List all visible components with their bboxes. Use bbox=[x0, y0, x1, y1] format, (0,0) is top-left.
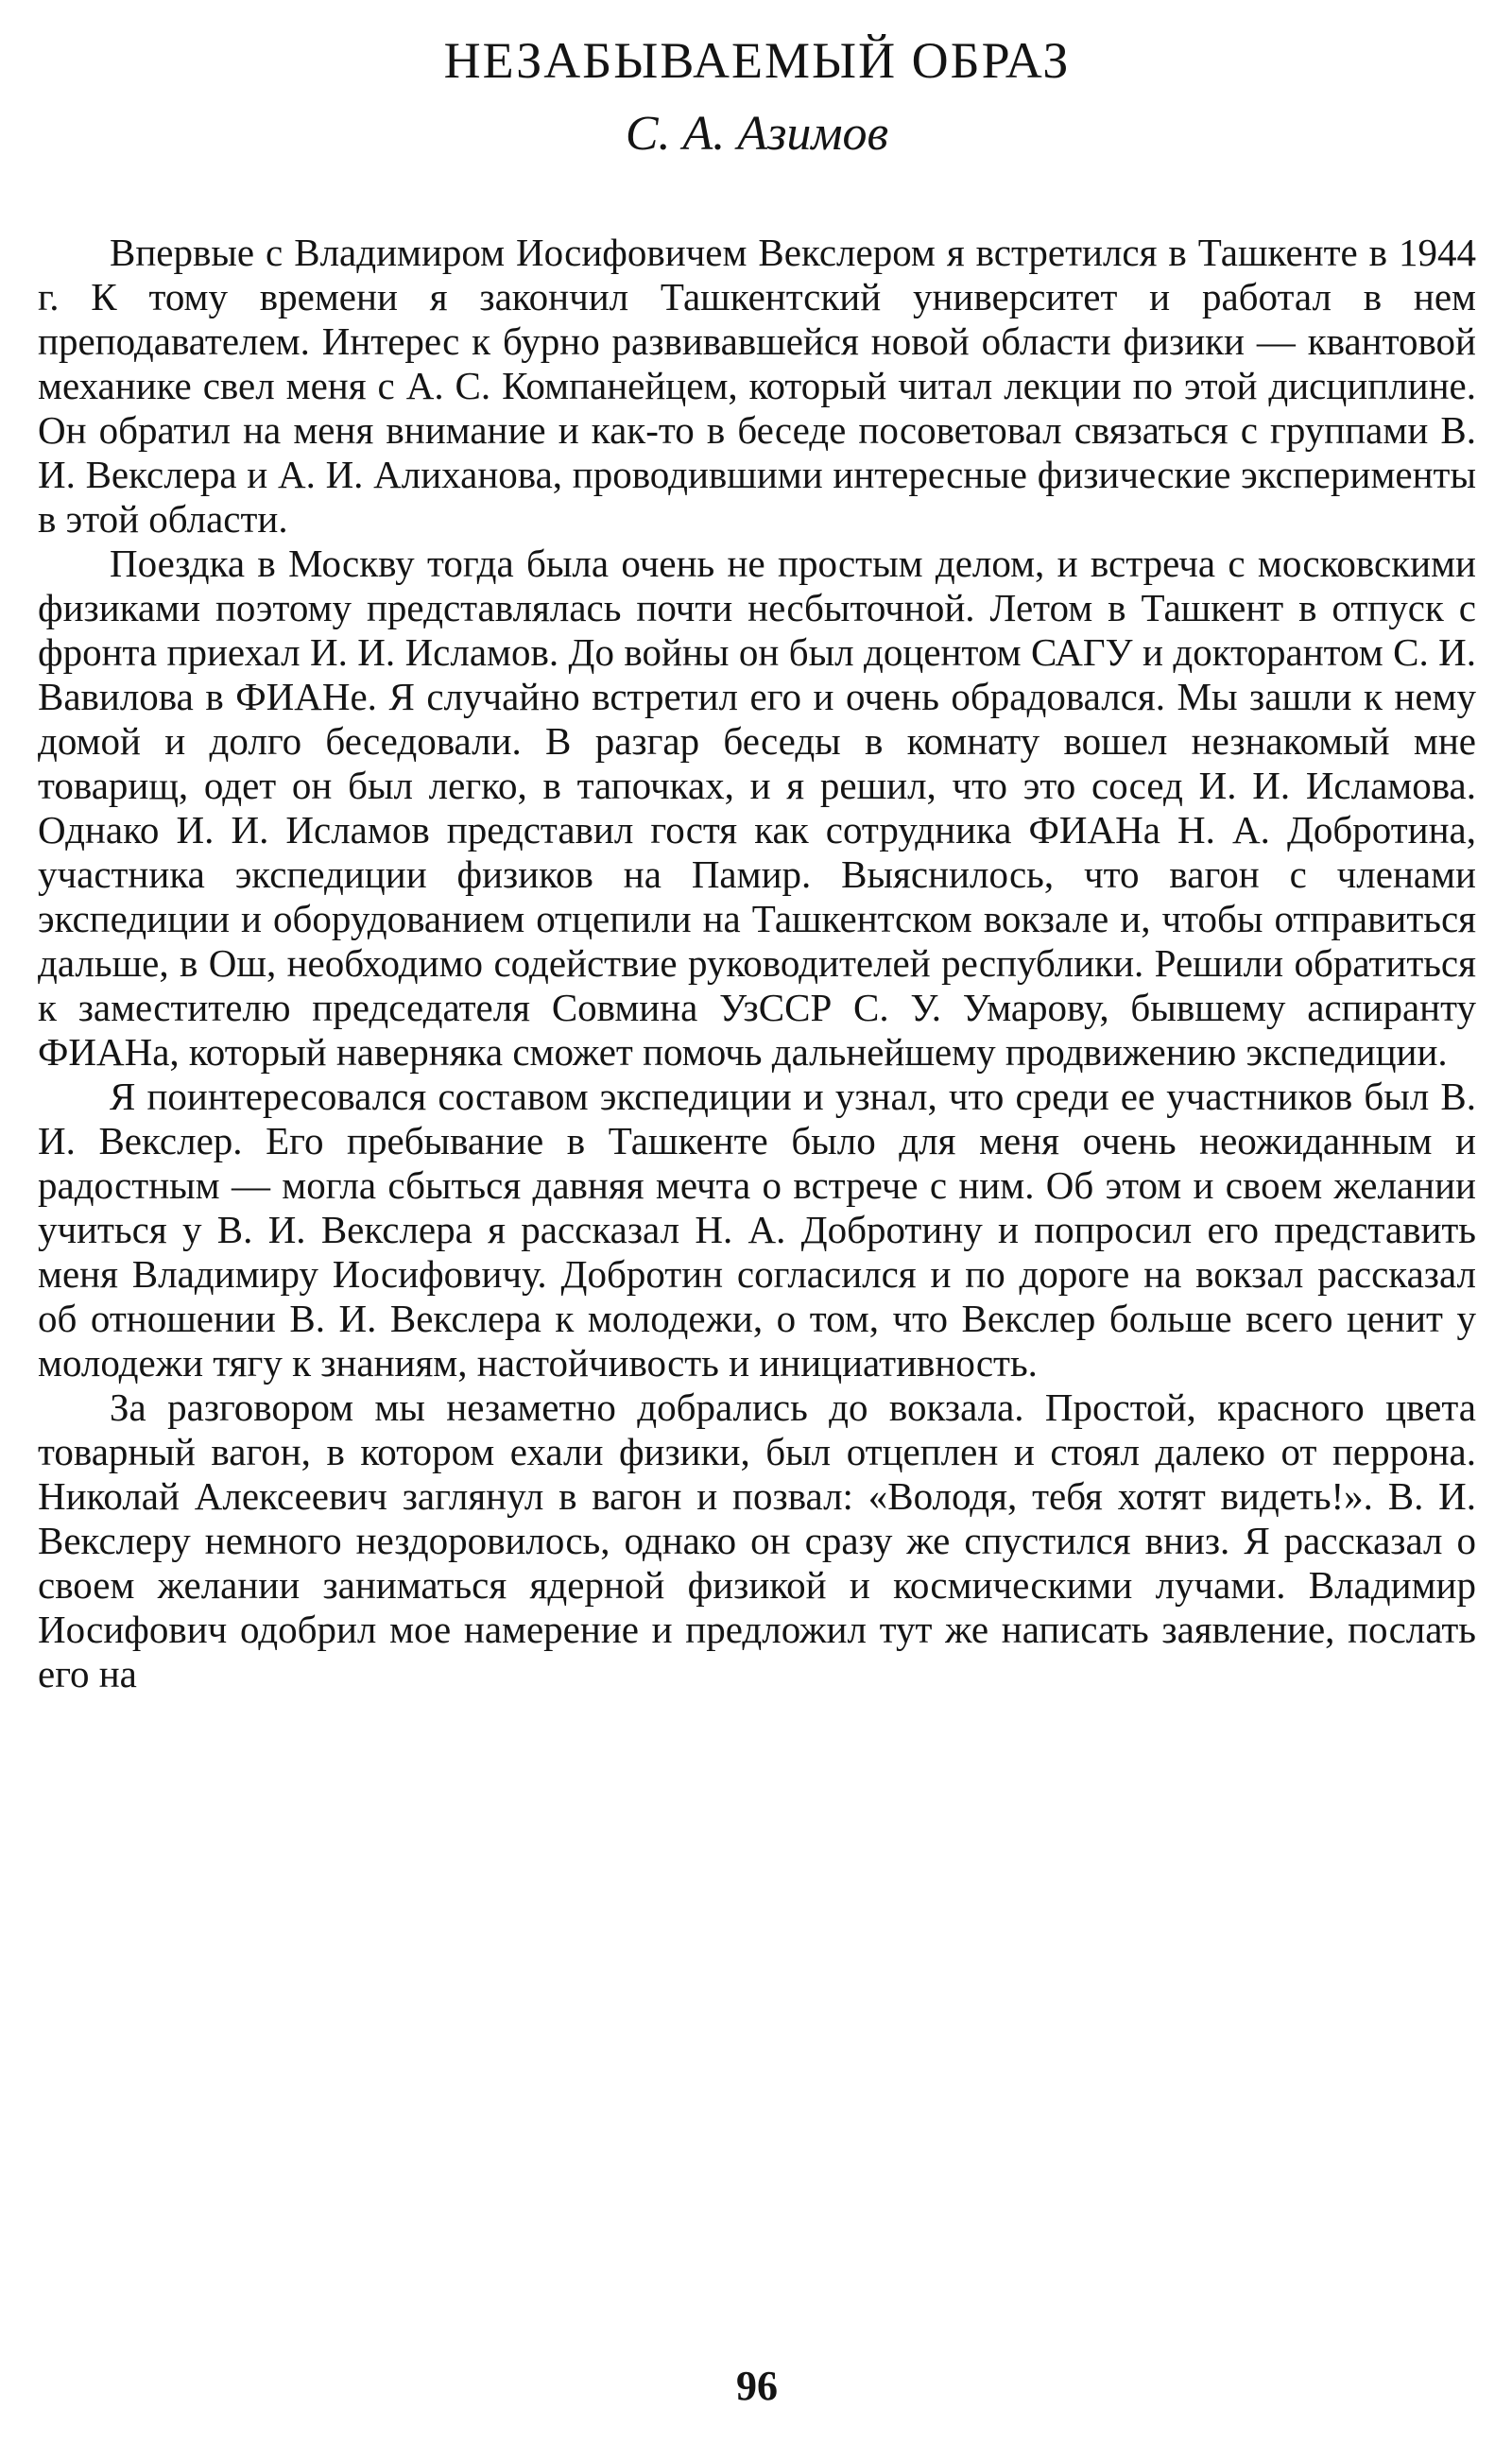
article-title: НЕЗАБЫВАЕМЫЙ ОБРАЗ bbox=[443, 32, 1071, 89]
paragraph-3: Я поинтересовался составом экспедиции и узнал, что среди ее участников был В. И. Векслер. Его пребывание в Ташкенте было для меня очень неожиданным и радостным — могла сбыться давняя мечта о встрече с ним. Об этом и своем желании учиться у В. И. Векслера я рассказал Н. А. Добротину и попросил его представить меня Владимиру Иосифовичу. Добротин согласился и по дороге на вокзал рассказал об отношении В. И. Векслера к молодежи, о том, что Векслер больше всего ценит у молодежи тягу к знаниям, настойчивость и инициативность. bbox=[38, 1075, 1476, 1385]
book-page bbox=[38, 23, 1476, 2442]
page-number: 96 bbox=[736, 2363, 778, 2409]
paragraph-2: Поездка в Москву тогда была очень не простым делом, и встреча с московскими физиками поэтому представлялась почти несбыточной. Летом в Ташкент в отпуск с фронта приехал И. И. Исламов. До войны он был доцентом САГУ и докторантом С. И. Вавилова в ФИАНе. Я случайно встретил его и очень обрадовался. Мы зашли к нему домой и долго беседовали. В разгар беседы в комнату вошел незнакомый мне товарищ, одет он был легко, в тапочках, и я решил, что это сосед И. И. Исламова. Однако И. И. Исламов представил гостя как сотрудника ФИАНа Н. А. Добротина, участника экспедиции физиков на Памир. Выяснилось, что вагон с членами экспедиции и оборудованием отцепили на Ташкентском вокзале и, чтобы отправиться дальше, в Ош, необходимо содействие руководителей республики. Решили обратиться к заместителю председателя Совмина УзССР С. У. Умарову, бывшему аспиранту ФИАНа, который наверняка сможет помочь дальнейшему продвижению экспедиции. bbox=[38, 542, 1476, 1074]
paragraph-4: За разговором мы незаметно добрались до вокзала. Простой, красного цвета товарный вагон, в котором ехали физики, был отцеплен и стоял далеко от перрона. Николай Алексеевич заглянул в вагон и позвал: «Володя, тебя хотят видеть!». В. И. Векслеру немного нездоровилось, однако он сразу же спустился вниз. Я рассказал о своем желании заниматься ядерной физикой и космическими лучами. Владимир Иосифович одобрил мое намерение и предложил тут же написать заявление, послать его на bbox=[38, 1385, 1476, 1695]
paragraph-1: Впервые с Владимиром Иосифовичем Векслером я встретился в Ташкенте в 1944 г. К тому времени я закончил Ташкентский университет и работал в нем преподавателем. Интерес к бурно развивавшейся новой области физики — квантовой механике свел меня с А. С. Компанейцем, который читал лекции по этой дисциплине. Он обратил на меня внимание и как-то в беседе посоветовал связаться с группами В. И. Векслера и А. И. Алиханова, проводившими интересные физические эксперименты в этой области. bbox=[38, 231, 1476, 541]
article-body bbox=[38, 231, 1476, 1696]
article-author: С. А. Азимов bbox=[625, 107, 889, 161]
